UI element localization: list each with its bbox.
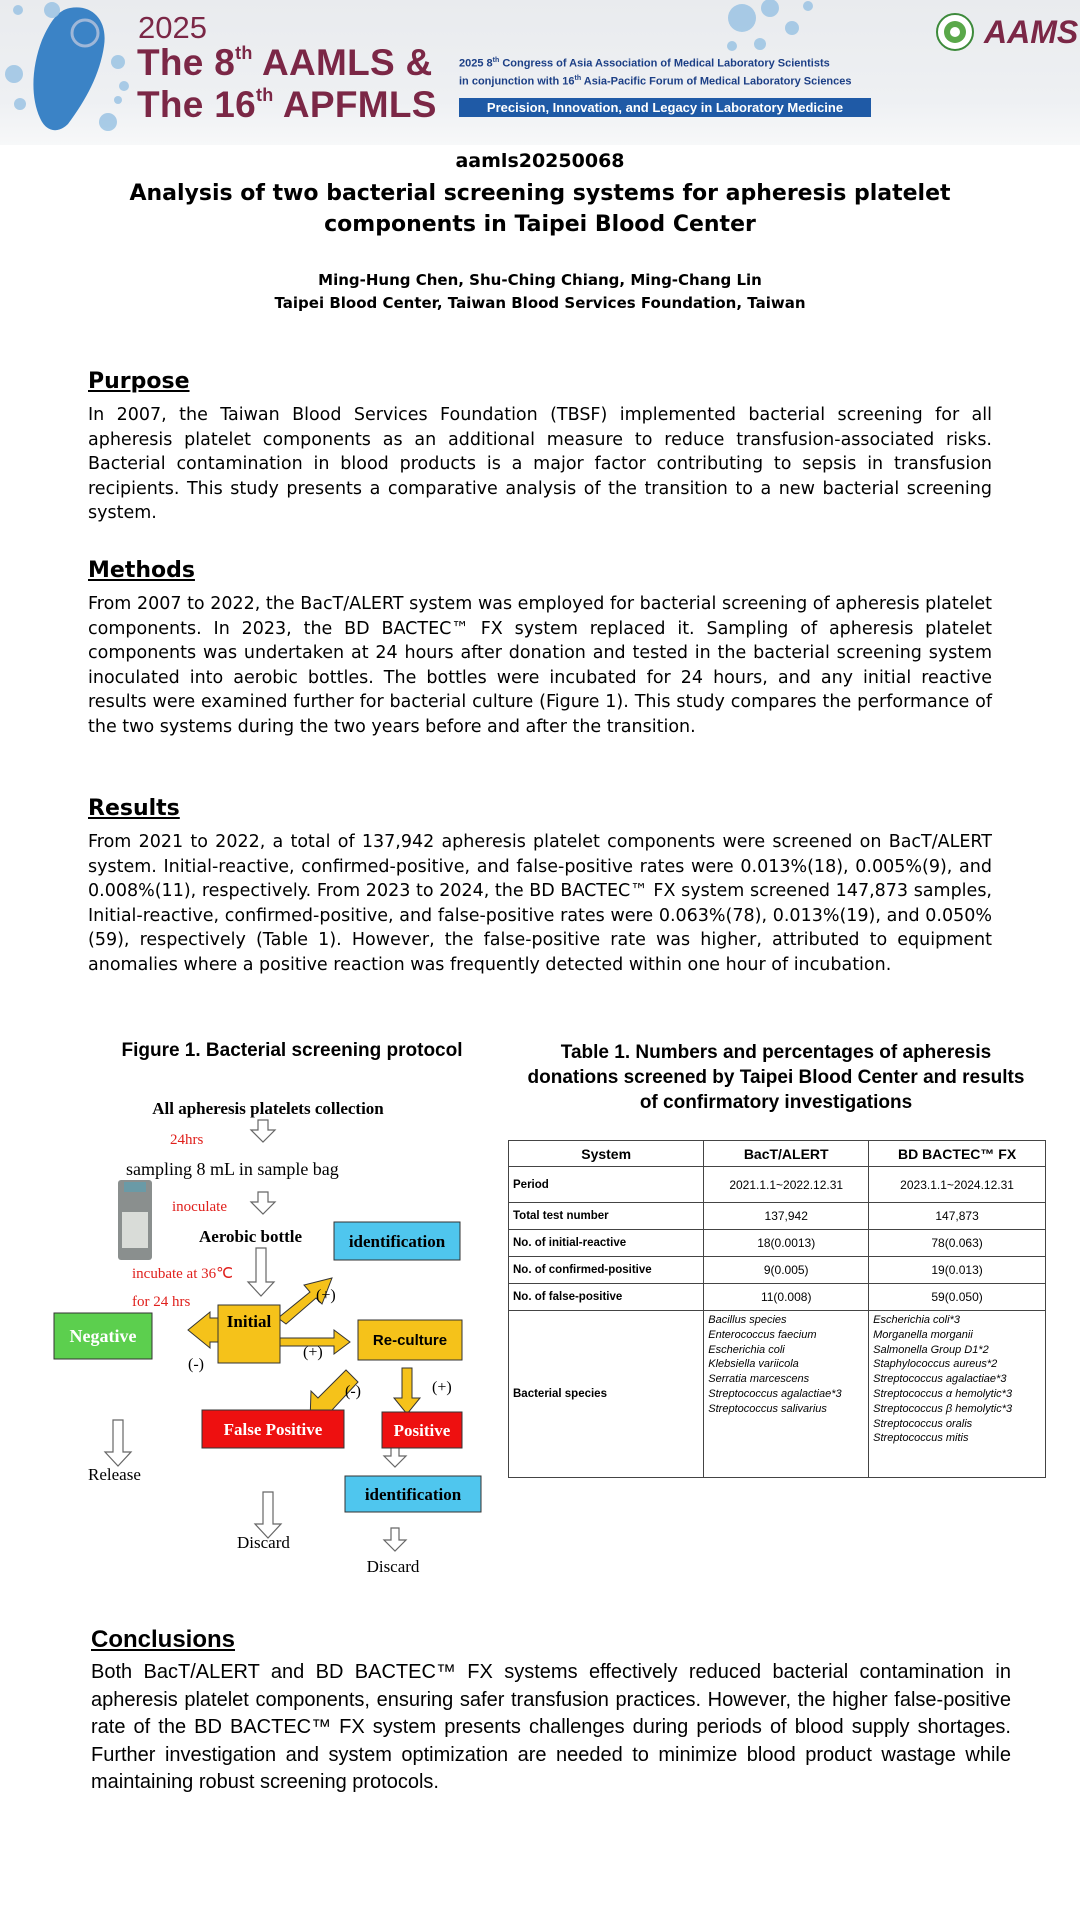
table-row [509,1230,1046,1257]
table-row [509,1284,1046,1311]
row-label: No. of initial-reactive [509,1230,704,1257]
cell-bactec: 2023.1.1~2024.12.31 [869,1167,1046,1203]
aerobic-label: Aerobic bottle [199,1227,303,1246]
incubate-label-1: incubate at 36℃ [132,1266,233,1282]
table-header: BacT/ALERT [704,1141,869,1167]
inoculate-label: inoculate [172,1199,227,1215]
cell-bactalert: 11(0.008) [704,1284,869,1311]
species-item: Streptococcus mitis [873,1432,969,1445]
discard-label-2: Discard [366,1557,420,1576]
species-item: Salmonella Group D1*2 [873,1343,989,1356]
initial-label: Initial [226,1312,272,1331]
methods-heading: Methods [88,558,195,583]
minus-label-1: (-) [188,1356,204,1373]
species-item: Escherichia coli [708,1343,785,1356]
false-positive-label: False Positive [223,1420,323,1439]
sampling-label: sampling 8 mL in sample bag [126,1159,339,1179]
conclusions-text: Both BacT/ALERT and BD BACTEC™ FX systems effectively reduced bacterial contamination in apheresis platelet components, ensuring safer transfusion practices. However, the higher false-positive rate of the BD BACTEC™ FX system presents challenges during periods of blood supply shortages. Further investigation and system optimization are needed to minimize blood product wastage while maintaining robust screening protocols. [91,1661,1011,1793]
banner-title-line1: The 8th AAMLS & [137,42,433,83]
figure-caption: Figure 1. Bacterial screening protocol [121,1040,463,1061]
identification-bottom-label: identification [364,1485,462,1504]
table-header: System [509,1141,704,1167]
discard-label-1: Discard [237,1533,290,1552]
purpose-heading: Purpose [88,369,190,394]
collection-label: All apheresis platelets collection [152,1099,384,1118]
results-table [508,1140,1046,1478]
affiliation: Taipei Blood Center, Taiwan Blood Services Foundation, Taiwan [274,294,806,312]
species-list-bactec [869,1311,1046,1478]
conference-banner [0,0,1080,145]
banner-tagline: Precision, Innovation, and Legacy in Laboratory Medicine [459,98,871,117]
plus-label-3: (+) [432,1379,452,1396]
species-item: Serratia marcescens [708,1373,810,1386]
results-heading: Results [88,796,180,821]
plus-label-1: (+) [316,1287,336,1304]
results-text: From 2021 to 2022, a total of 137,942 apheresis platelet components were screened on BacT/ALERT system. Initial-reactive, confirmed-positive, and false-positive rates were 0.013%(18), 0.005%(9), and 0.008%(11), respectively. From 2023 to 2024, the BD BACTEC™ FX system screened 147,873 samples, Initial-reactive, confirmed-positive, and false-positive rates were 0.063%(78), 0.013%(19), and 0.050%(59), respectively (Table 1). However, the false-positive rate was higher, attributed to equipment anomalies where a positive reaction was frequently detected within one hour of incubation. [88,832,992,975]
table-row [509,1257,1046,1284]
species-item: Enterococcus faecium [708,1328,817,1341]
incubate-label-2: for 24 hrs [132,1294,191,1310]
row-label: Bacterial species [509,1311,704,1478]
banner-year: 2025 [138,10,207,45]
banner-title-line2: The 16th APFMLS [137,84,437,125]
cell-bactalert: 9(0.005) [704,1257,869,1284]
cell-bactec: 147,873 [869,1203,1046,1230]
cell-bactec: 78(0.063) [869,1230,1046,1257]
cell-bactalert: 18(0.0013) [704,1230,869,1257]
cell-bactec: 59(0.050) [869,1284,1046,1311]
banner-description-2: in conjunction with 16th Asia-Pacific Forum of Medical Laboratory Sciences [459,75,852,88]
species-item: Escherichia coli*3 [873,1314,960,1326]
species-item: Streptococcus agalactiae*3 [708,1387,842,1400]
hrs24-label: 24hrs [170,1132,204,1148]
conclusions-heading: Conclusions [91,1626,236,1653]
abstract-id: aamls20250068 [455,150,625,172]
species-item: Morganella morganii [873,1328,973,1341]
table-row [509,1203,1046,1230]
table-header: BD BACTEC™ FX [869,1141,1046,1167]
species-item: Streptococcus agalactiae*3 [873,1373,1007,1386]
flowchart [48,1082,508,1594]
taiwan-map-icon [33,7,104,130]
minus-label-2: (-) [345,1383,361,1400]
banner-description-1: 2025 8th Congress of Asia Association of Medical Laboratory Scientists [459,57,830,70]
table-caption: Table 1. Numbers and percentages of apheresis donations screened by Taipei Blood Center and results of confirmatory investigations [527,1042,1025,1113]
species-item: Streptococcus oralis [873,1417,973,1430]
aams-logo [982,10,1079,54]
cell-bactalert: 2021.1.1~2022.12.31 [704,1167,869,1203]
species-list-bactalert [704,1311,869,1478]
plus-label-2: (+) [303,1344,323,1361]
table-row-species [509,1311,1046,1478]
methods-text: From 2007 to 2022, the BacT/ALERT system was employed for bacterial screening of apheresis platelet components. In 2023, the BD BACTEC™ FX system replaced it. Sampling of apheresis platelet components was undertaken at 24 hours after donation and tested in the bacterial screening system inoculated into aerobic bottles. The bottles were incubated for 24 hours, and any initial reactive results were examined further for bacterial culture (Figure 1). This study compares the performance of the two systems during the two years before and after the transition. [88,594,992,737]
positive-label: Positive [393,1421,451,1440]
species-item: Staphylococcus aureus*2 [873,1358,998,1371]
row-label: Total test number [509,1203,704,1230]
species-item: Streptococcus salivarius [708,1402,827,1415]
cell-bactec: 19(0.013) [869,1257,1046,1284]
table-header-row [509,1141,1046,1167]
identification-top-label: identification [348,1232,446,1251]
purpose-text: In 2007, the Taiwan Blood Services Foundation (TBSF) implemented bacterial screening for all apheresis platelet components as an additional measure to reduce transfusion-associated risks. Bacterial contamination in blood products is a major factor contributing to sepsis in transfusion recipients. This study presents a comparative analysis of the transition to a new bacterial screening system. [88,405,992,524]
cell-bactalert: 137,942 [704,1203,869,1230]
aerobic-bottle-icon [118,1180,152,1260]
release-label: Release [88,1465,141,1484]
species-item: Bacillus species [708,1314,787,1326]
species-item: Klebsiella variicola [708,1358,799,1371]
paper-title: Analysis of two bacterial screening systems for apheresis platelet components in Taipei Blood Center [129,181,951,237]
svg-text:AAMS: AAMS [984,14,1079,50]
society-seal-icon [935,12,975,52]
table-row [509,1167,1046,1203]
row-label: Period [509,1167,704,1203]
species-item: Streptococcus β hemolytic*3 [873,1402,1013,1415]
reculture-label: Re-culture [372,1332,448,1349]
row-label: No. of confirmed-positive [509,1257,704,1284]
negative-label: Negative [69,1326,137,1346]
row-label: No. of false-positive [509,1284,704,1311]
authors: Ming-Hung Chen, Shu-Ching Chiang, Ming-Chang Lin [318,271,762,289]
species-item: Streptococcus α hemolytic*3 [873,1387,1013,1400]
